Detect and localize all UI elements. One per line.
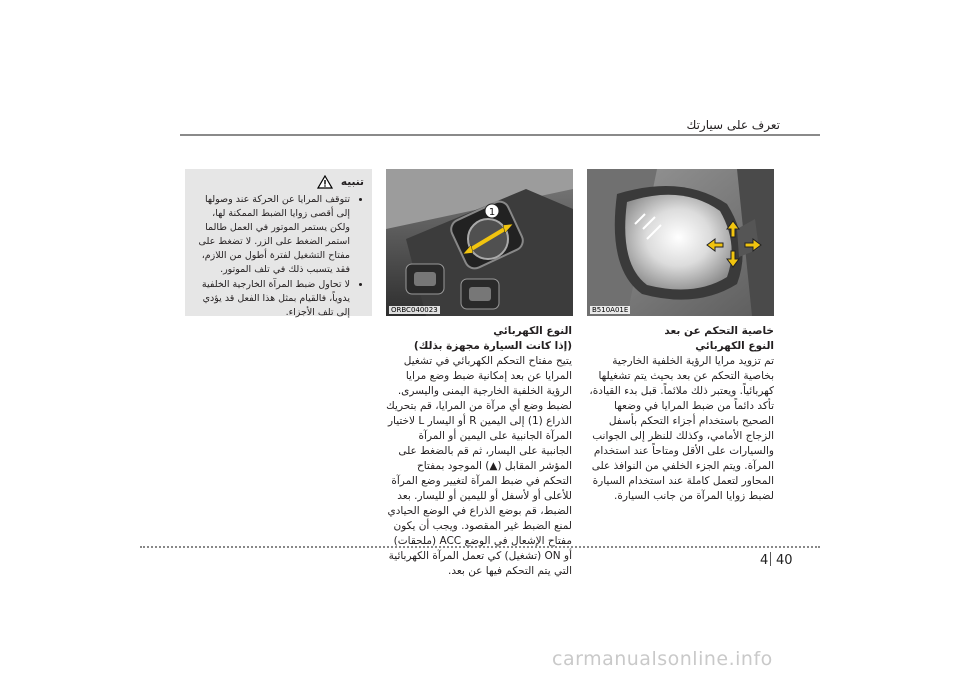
footer-rule: [140, 546, 820, 548]
electric-type-section: [386, 324, 572, 579]
switch-photo: [386, 169, 573, 316]
warning-triangle-icon: [317, 175, 333, 189]
chapter-number: 4: [760, 553, 769, 568]
header-rule: [180, 134, 820, 136]
figure-caption-right: B510A01E: [592, 306, 629, 314]
caution-box: [185, 169, 372, 316]
section-subheading: (إذا كانت السيارة مجهزة بذلك): [413, 340, 572, 352]
switch-callout-1: 1: [488, 207, 496, 218]
section-subheading: النوع الكهربائي: [695, 340, 774, 352]
caution-title: تنبيه: [340, 176, 364, 188]
page-number: 40: [776, 553, 793, 568]
remote-control-section: [588, 324, 774, 504]
mirror-photo: [587, 169, 774, 316]
section-body: تم تزويد مرايا الرؤية الخلفية الخارجية بخاصية التحكم عن بعد بحيث يتم تشغيلها كهربائياً. ويعتبر ذلك ملائماً. قبل بدء القيادة، تأكد دائماً من ضبط المرايا في وضعها الصحيح باستخدام أجزاء التحكم بأسفل الزجاج الأمامي، وكذلك للنظر إلى الجوانب والسيارات على الأقل ومتاحاً عند استخدام المرآة. ويتم الجزء الخلفي من النوافذ على المحاور لتعمل كاملة عند استخدام السيارة لضبط زوايا المرآة من جانب السيارة.: [589, 355, 774, 502]
watermark: carmanualsonline.info: [552, 648, 773, 670]
figure-caption-left: ORBC040023: [391, 306, 438, 314]
section-body: يتيح مفتاح التحكم الكهربائي في تشغيل المرايا عن بعد إمكانية ضبط وضع مرايا الرؤية الخلفية الخارجية اليمنى واليسرى. لضبط وضع أي مرآة من المرايا، قم بتحريك الذراع (1) إلى اليمين R أو اليسار L لاختيار المرآة الجانبية على اليمين أو المرآة الجانبية على اليسار، ثم قم بالضغط على المؤشر المقابل (▲) الموجود بمفتاح التحكم في ضبط المرآة لتغيير وضع المرآة للأعلى أو لأسفل أو لليمين أو لليسار. بعد الضبط، قم بوضع الذراع في الوضع الحيادي لمنع الضبط غير المقصود. ويجب أن يكون مفتاح الإشعال في الوضع ACC (ملحقات) أو ON (تشغيل) كي تعمل المرآة الكهربائية التي يتم التحكم فيها عن بعد.: [386, 355, 572, 577]
caution-item: • لا تحاول ضبط المرآة الخارجية الخلفية يدوياً، فالقيام بمثل هذا الفعل قد يؤدي إلى تلف الأجزاء.: [193, 278, 350, 320]
mirror-illustration: [587, 169, 774, 316]
section-heading: خاصية التحكم عن بعد: [664, 325, 774, 337]
page-header-title: تعرف على سيارتك: [686, 118, 780, 132]
mirror-switch-illustration: [386, 169, 573, 316]
section-heading: النوع الكهربائي: [493, 325, 572, 337]
caution-item: • تتوقف المرايا عن الحركة عند وصولها إلى أقصى زوايا الضبط الممكنة لها، ولكن يستمر الموتور في العمل طالما استمر الضغط على الزر. لا تضغط على مفتاح التشغيل لفترة أطول من اللازم، فقد يتسبب ذلك في تلف الموتور.: [193, 193, 350, 277]
page-number-divider: [770, 552, 771, 566]
